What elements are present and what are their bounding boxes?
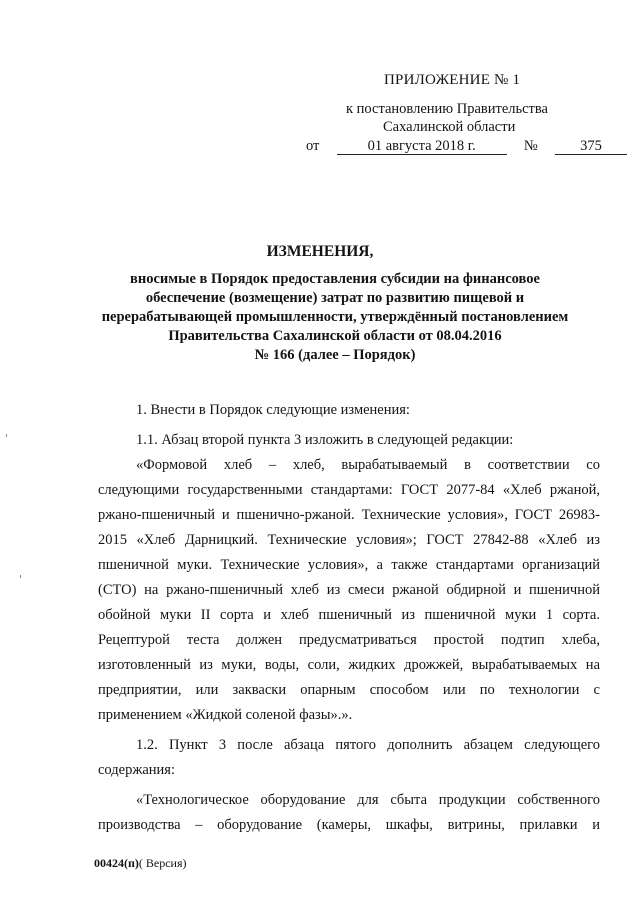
quote-1-line: пшеничной муки. Технические условия», а также стандартами организаций (98, 557, 600, 573)
scan-mark (6, 434, 7, 437)
quote-1-line: следующими государственными стандартами: ГОСТ 2077-84 «Хлеб ржаной, (98, 482, 600, 498)
document-version: ( Версия) (138, 856, 187, 870)
resolution-number: 375 (555, 138, 627, 155)
subtitle-line: № 166 (далее – Порядок) (254, 347, 416, 363)
quote-1-line: предприятии, или закваски опарным способом или по технологии с (98, 682, 600, 698)
item-1-2-line: содержания: (98, 762, 176, 778)
number-label: № (523, 138, 538, 154)
quote-1-line: «Формовой хлеб – хлеб, вырабатываемый в соответствии со (136, 457, 600, 473)
subtitle-line: Правительства Сахалинской области от 08.04.2016 (168, 328, 502, 344)
quote-1-line: применением «Жидкой соленой фазы».». (98, 707, 353, 723)
scan-mark (20, 575, 21, 578)
subtitle-line: вносимые в Порядок предоставления субсидии на финансовое (130, 271, 540, 287)
item-1: 1. Внести в Порядок следующие изменения: (136, 402, 410, 418)
subtitle-line: обеспечение (возмещение) затрат по развитию пищевой и (145, 290, 525, 306)
document-code (94, 856, 187, 871)
quote-2-line: «Технологическое оборудование для сбыта продукции собственного (136, 792, 600, 808)
quote-2-line: производства – оборудование (камеры, шкафы, витрины, прилавки и (98, 817, 600, 833)
quote-1-line: обойной муки II сорта и хлеб пшеничный из пшеничной муки 1 сорта. (98, 607, 600, 623)
document-subtitle (95, 270, 575, 365)
from-label: от (306, 138, 320, 154)
quote-1-line: 2015 «Хлеб Дарницкий. Технические условия»; ГОСТ 27842-88 «Хлеб из (98, 532, 600, 548)
resolution-date: 01 августа 2018 г. (337, 138, 507, 155)
resolution-line-1: к постановлению Правительства (346, 101, 548, 117)
quote-1-line: изготовленный из муки, воды, соли, жидких дрожжей, вырабатываемых на (98, 657, 600, 673)
document-code-number: 00424(п) (94, 856, 139, 870)
quote-1-line: Рецептурой теста должен предусматриваться простой подтип хлеба, (98, 632, 600, 648)
resolution-line-2: Сахалинской области (383, 119, 516, 135)
quote-1-line: ржано-пшеничный и пшенично-ржаной. Технические условия», ГОСТ 26983- (98, 507, 600, 523)
appendix-title: ПРИЛОЖЕНИЕ № 1 (384, 72, 521, 88)
item-1-1: 1.1. Абзац второй пункта 3 изложить в следующей редакции: (136, 432, 514, 448)
item-1-2-line: 1.2. Пункт 3 после абзаца пятого дополнить абзацем следующего (136, 737, 600, 753)
subtitle-line: перерабатывающей промышленности, утверждённый постановлением (101, 309, 569, 325)
quote-1-line: (СТО) на ржано-пшеничный хлеб из смеси ржаной обдирной и пшеничной (98, 582, 600, 598)
document-heading: ИЗМЕНЕНИЯ, (266, 243, 374, 260)
resolution-date-row (306, 138, 627, 155)
